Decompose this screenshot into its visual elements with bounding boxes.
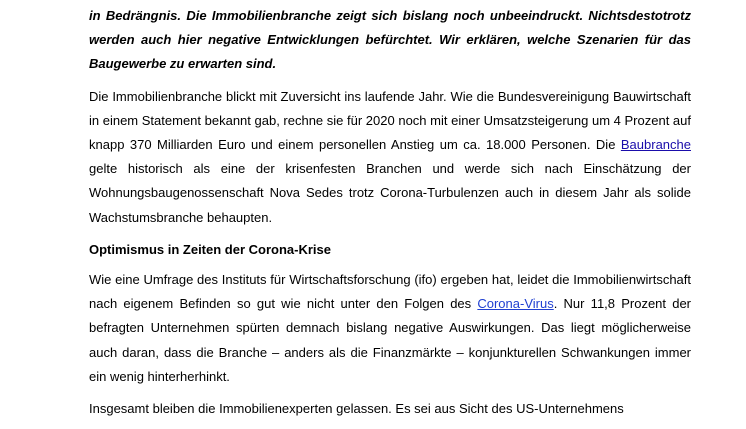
paragraph-1-text-after: gelte historisch als eine der krisenfesten Branchen und werde sich nach Einschätzung der Wohnungsbaugenossenschaft Nova Sedes trotz Corona-Turbulenzen auch in diesem Jahr als solide Wachstumsbranche behaupten. — [89, 161, 691, 225]
baubranche-link[interactable]: Baubranche — [620, 137, 691, 153]
section-heading: Optimismus in Zeiten der Corona-Krise — [89, 241, 331, 257]
body-paragraph-1 — [89, 85, 691, 230]
document-page — [89, 4, 691, 429]
body-paragraph-2 — [89, 268, 691, 389]
paragraph-2-text-before: Wie eine Umfrage des Instituts für Wirtschaftsforschung (ifo) ergeben hat, leidet die Immobilienwirtschaft nach eigenem Befinden so gut wie nicht unter den Folgen des — [89, 272, 691, 312]
body-paragraph-3: Insgesamt bleiben die Immobilienexperten gelassen. Es sei aus Sicht des US-Unternehmens — [89, 401, 624, 417]
paragraph-1-text-before: Die Immobilienbranche blickt mit Zuversicht ins laufende Jahr. Wie die Bundesvereinigung Bauwirtschaft in einem Statement bekannt gab, rechne sie für 2020 noch mit einer Umsatzsteigerung um 4 Prozent auf knapp 370 Milliarden Euro und einem personellen Anstieg um ca. 18.000 Personen. Die — [89, 88, 691, 153]
corona-virus-link[interactable]: Corona-Virus — [477, 296, 554, 312]
intro-paragraph: in Bedrängnis. Die Immobilienbranche zeigt sich bislang noch unbeeindruckt. Nichtsdestotrotz werden auch hier negative Entwicklungen befürchtet. Wir erklären, welche Szenarien für das Baugewerbe zu erwarten sind. — [89, 8, 691, 72]
paragraph-2-text-after: . Nur 11,8 Prozent der befragten Unternehmen spürten demnach bislang negative Auswirkungen. Das liegt möglicherweise auch daran, dass die Branche – anders als die Finanzmärkte – konjunkturellen Schwankungen immer ein wenig hinterherhinkt. — [89, 296, 691, 384]
